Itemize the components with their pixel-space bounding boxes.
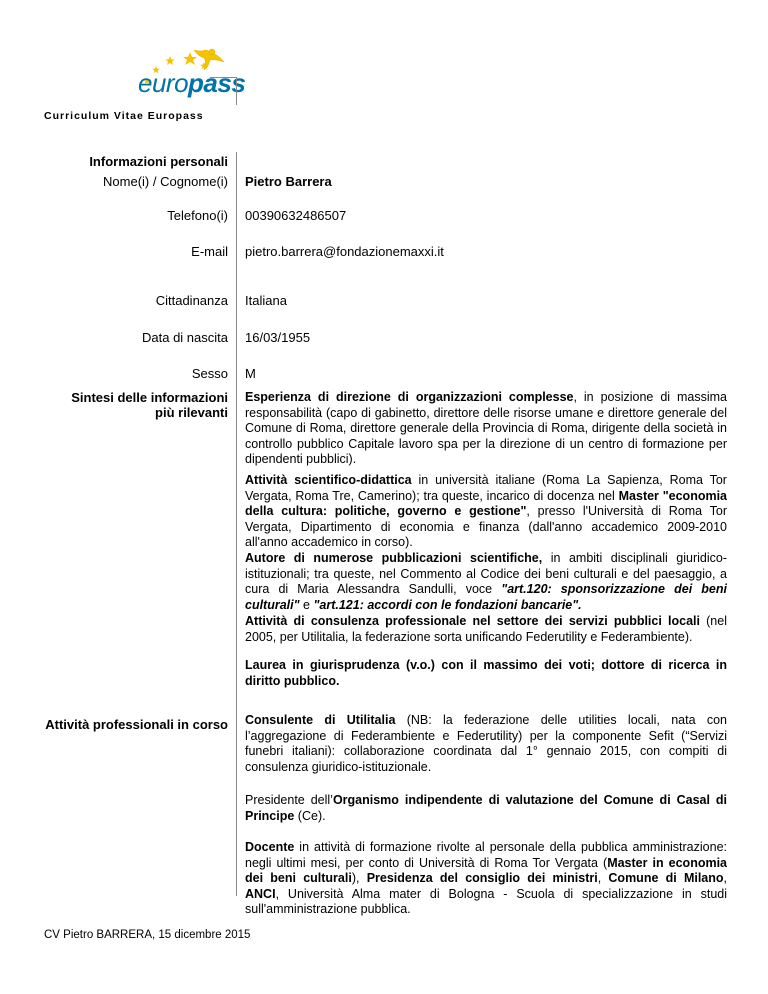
summary-label-line1: Sintesi delle informazioni: [71, 390, 228, 405]
section-personal-heading: Informazioni personali: [89, 154, 228, 169]
summary-p2-master: Master "economia della cultura: politiche, governo e gestione": [245, 488, 727, 518]
summary-p2-text-a: in università italiane (Roma La Sapienza, Roma Tor Vergata, Roma Tre, Camerino); tra queste, incarico di docenza nel: [245, 473, 727, 503]
current-paragraph-2: [245, 793, 727, 824]
logo-euro: euro: [138, 68, 189, 98]
summary-paragraph-5: [245, 658, 727, 689]
current-c3-text-c: ,: [597, 871, 609, 885]
current-c3-bold-b: Master in economia dei beni culturali: [245, 855, 727, 885]
value-sex: M: [245, 366, 256, 381]
logo-rule-vertical: [236, 77, 237, 105]
column-divider: [236, 152, 237, 896]
current-c3-text-d: ,: [723, 871, 728, 885]
label-name: Nome(i) / Cognome(i): [103, 174, 228, 189]
current-c2-text-a: Presidente dell’: [245, 793, 333, 807]
summary-paragraph-1: [245, 390, 727, 468]
figure-icon: [194, 49, 224, 70]
footer-text: CV Pietro BARRERA, 15 dicembre 2015: [44, 929, 251, 941]
summary-p3-text-b: e: [299, 597, 314, 612]
current-paragraph-1: [245, 713, 727, 775]
current-c2-text-b: (Ce).: [294, 808, 326, 823]
current-activities-label: Attività professionali in corso: [45, 717, 228, 732]
summary-paragraph-2: [245, 473, 727, 551]
summary-p3-bold: Autore di numerose pubblicazioni scientifiche,: [245, 551, 543, 565]
summary-label-line2: più rilevanti: [155, 405, 228, 420]
document-title: Curriculum Vitae Europass: [44, 110, 204, 122]
summary-p3-text-a: in ambiti disciplinali giuridico-istituzionali; tra queste, nel Commento al Codice dei beni culturali e del paesaggio, a cura di Maria Alessandra Sandulli, voce: [245, 551, 727, 596]
value-name: Pietro Barrera: [245, 174, 332, 189]
summary-p3-art121: "art.121: accordi con le fondazioni bancarie".: [313, 597, 582, 612]
summary-p2-bold: Attività scientifico-didattica: [245, 473, 412, 487]
label-citizenship: Cittadinanza: [155, 293, 228, 308]
current-c1-bold: Consulente di Utilitalia: [245, 713, 396, 727]
value-citizenship: Italiana: [245, 293, 287, 308]
label-phone: Telefono(i): [167, 208, 228, 223]
summary-p1-text: , in posizione di massima responsabilità (capo di gabinetto, direttore delle risorse umane e direttore generale del Comune di Roma, direttore generale della Provincia di Roma, dirigente della società in controllo pubblico Capitale lavoro spa per la direzione di un centro di formazione per dipendenti pubblici).: [245, 390, 727, 466]
summary-p3-art120: "art.120: sponsorizzazione dei beni culturali": [245, 582, 727, 612]
summary-paragraph-3: [245, 551, 727, 613]
current-c3-bold-a: Docente: [245, 840, 295, 854]
current-c2-bold: Organismo indipendente di valutazione del Comune di Casal di Principe: [245, 793, 728, 823]
current-c3-bold-c: Presidenza del consiglio dei ministri: [366, 871, 598, 885]
summary-p4-text: (nel 2005, per Utilitalia, la federazione sorta unificando Federutility e Federambiente).: [245, 614, 727, 644]
logo-wordmark: [138, 68, 245, 99]
current-c1-text: (NB: la federazione delle utilities locali, nata con l’aggregazione di Federambiente e Federutility) per la componente Sefit (“Servizi funebri italiani): collaborazione coordinata dal 1° gennaio 2015, con compiti di consulenza giuridico-istituzionale.: [245, 713, 727, 774]
summary-paragraph-4: [245, 614, 727, 645]
logo-pass: pass: [188, 68, 246, 98]
logo-rule: [210, 77, 236, 78]
value-birthdate: 16/03/1955: [245, 330, 311, 345]
current-c3-text-a: in attività di formazione rivolte al personale della pubblica amministrazione: negli ultimi mesi, per conto di Università di Roma Tor Vergata (: [245, 840, 727, 870]
current-c3-bold-e: ANCI: [245, 886, 276, 901]
summary-p1-bold: Esperienza di direzione di organizzazioni complesse: [245, 390, 574, 404]
label-birthdate: Data di nascita: [142, 330, 228, 345]
current-paragraph-3: [245, 840, 727, 918]
current-c3-text-e: , Università Alma mater di Bologna - Scuola di specializzazione in studi sull'amministrazione pubblica.: [245, 886, 727, 916]
current-c3-bold-d: Comune di Milano: [608, 871, 724, 885]
label-sex: Sesso: [191, 366, 228, 381]
summary-p4-bold: Attività di consulenza professionale nel settore dei servizi pubblici locali: [245, 614, 700, 628]
summary-p5-bold: Laurea in giurisprudenza (v.o.) con il massimo dei voti; dottore di ricerca in diritto pubblico.: [245, 658, 727, 688]
summary-p2-text-c: , presso l'Università di Roma Tor Vergata, Dipartimento di economia e finanza (dall'anno accademico 2009-2010 all'anno accademico in corso).: [245, 504, 727, 549]
current-c3-text-b: ),: [351, 871, 367, 885]
value-phone: 00390632486507: [245, 208, 347, 223]
value-email: pietro.barrera@fondazionemaxxi.it: [245, 244, 444, 259]
label-email: E-mail: [191, 244, 228, 259]
